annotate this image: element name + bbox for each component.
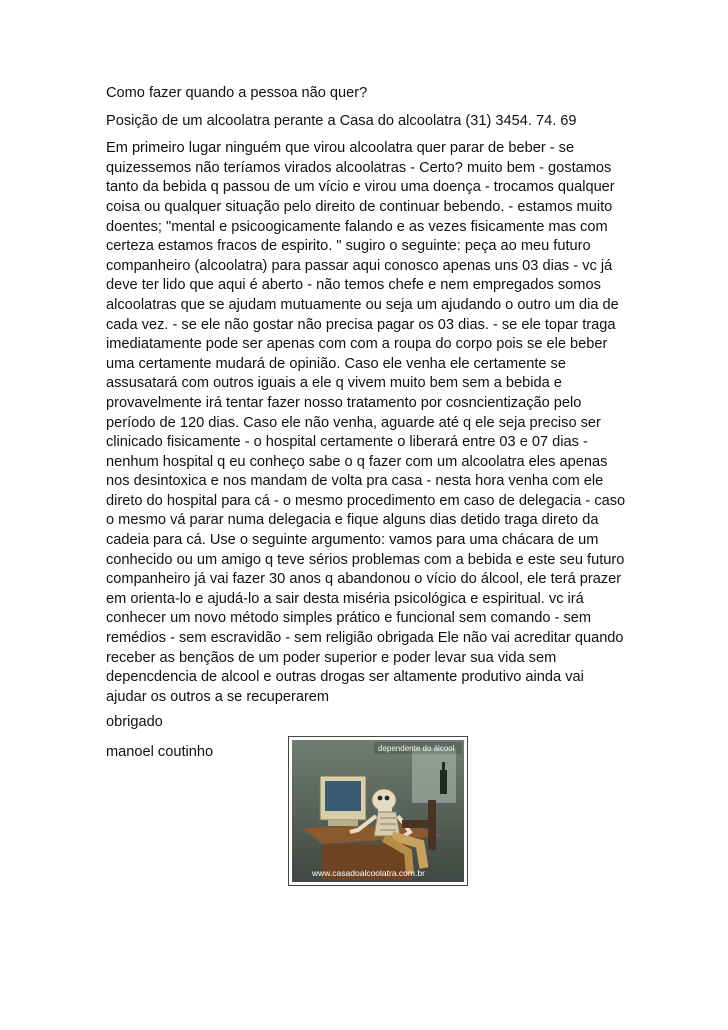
author-name: manoel coutinho xyxy=(106,744,214,760)
skeleton-at-computer-photo xyxy=(288,736,468,886)
photo-caption-top: dependente do álcool xyxy=(378,744,455,753)
document-body: Em primeiro lugar ninguém que virou alcoolatra quer parar de beber - se quizessemos não teríamos virados alcoolatras - Certo? muito bem - gostamos tanto da bebida q passou de um vício e virou uma doença - trocamos qualquer coisa ou qualquer situação pelo direito de continuar bebendo. - estamos muito doentes; "mental e psicoogicamente falando e as vezes fisicamente mas com certeza estamos fracos de espirito. " sugiro o seguinte: peça ao meu futuro companheiro (alcoolatra) para passar aqui conosco apenas uns 03 dias - vc já deve ter lido que aqui é aberto - não temos chefe e nem empregados somos alcoolatras que se ajudam mutuamente ou seja um ajudando o outro um dia de cada vez. - se ele não gostar não precisa pagar os 03 dias. - se ele topar traga imediatamente pode ser apenas com com a roupa do corpo pois se ele beber uma certamente mudará de opinião. Caso ele venha ele certamente se assusatará com outros iguais a ele q vivem muito bem sem a bebida e provavelmente irá tentar fazer nosso tratamento por cosncientização pelo período de 120 dias. Caso ele não venha, aguarde até q ele seja preciso ser clinicado fisicamente - o hospital certamente o liberará entre 03 e 07 dias - nenhum hospital q eu conheço sabe o q fazer com um alcoolatra eles apenas nos desintoxica e nos mandam de volta pra casa - nesta hora venha com ele direto do hospital para cá - o mesmo procedimento em caso de delegacia - caso o mesmo vá parar numa delegacia e fique alguns dias detido traga direto da cadeia para cá. Use o seguinte argumento: vamos para uma chácara de um conhecido ou um amigo q teve sérios problemas com a bebida e este seu futuro companheiro já vai fazer 30 anos q abandonou o vício do álcool, ele terá prazer em orienta-lo e ajudá-lo a sair desta miséria psicológica e espiritual. vc irá conhecer um novo método simples prático e funcional sem comando - sem remédios - sem escravidão - sem religião obrigada Ele não vai acreditar quando receber as bençãos de um poder superior e poder levar sua vida sem depencdencia de alcool e outras drogas ser altamente produtivo ainda vai ajudar os outros a se recuperarem xyxy=(106,140,626,705)
document-subtitle: Posição de um alcoolatra perante a Casa do alcoolatra (31) 3454. 74. 69 xyxy=(106,112,577,129)
document-title: Como fazer quando a pessoa não quer? xyxy=(106,85,368,101)
closing-text: obrigado xyxy=(106,714,163,731)
document-content xyxy=(106,84,626,771)
photo-caption-bottom: www.casadoalcoolatra.com.br xyxy=(312,868,425,878)
photo-illustration xyxy=(292,740,464,882)
